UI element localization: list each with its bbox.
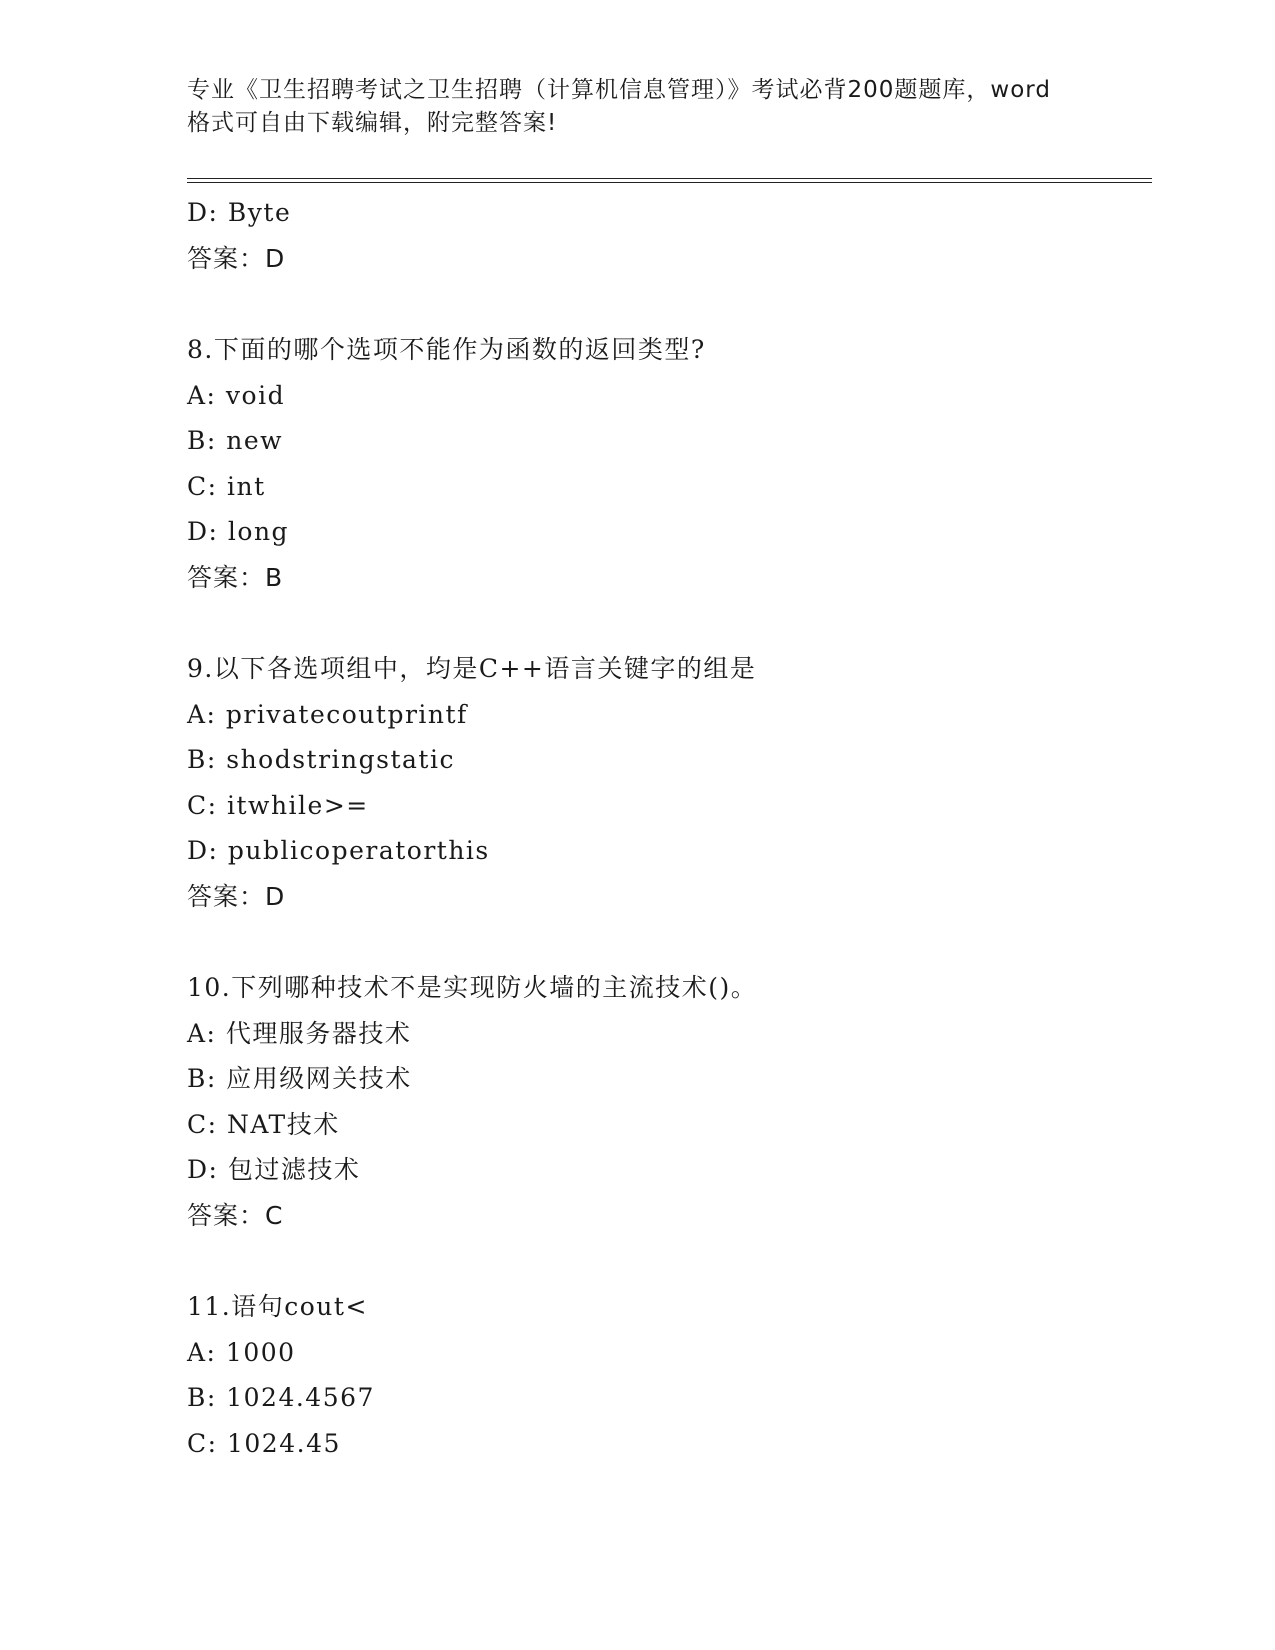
option-c: C: 1024.45 — [187, 1428, 341, 1458]
header-divider — [187, 178, 1152, 183]
option-a: A: void — [187, 380, 286, 410]
option-c: C: int — [187, 471, 266, 501]
answer-line: 答案：C — [187, 1200, 284, 1230]
question-block-8 — [187, 327, 1152, 600]
answer-line: 答案：D — [187, 243, 286, 273]
option-a: A: 1000 — [187, 1337, 296, 1367]
option-d: D: Byte — [187, 198, 292, 227]
header-title-line-2: 格式可自由下载编辑，附完整答案! — [187, 110, 558, 136]
option-b: B: 应用级网关技术 — [187, 1064, 412, 1093]
question-block-11 — [187, 1284, 1152, 1466]
option-a: A: 代理服务器技术 — [187, 1018, 412, 1048]
option-c: C: NAT技术 — [187, 1109, 340, 1139]
option-a: A: privatecoutprintf — [187, 699, 468, 729]
option-b: B: new — [187, 426, 284, 455]
option-d: D: publicoperatorthis — [187, 836, 490, 865]
question-content — [187, 190, 1152, 1466]
question-stem: 9.以下各选项组中，均是C++语言关键字的组是 — [187, 654, 757, 683]
question-stem: 11.语句cout< — [187, 1292, 368, 1321]
answer-line: 答案：B — [187, 562, 284, 592]
option-c: C: itwhile>= — [187, 790, 369, 820]
question-stem: 10.下列哪种技术不是实现防火墙的主流技术()。 — [187, 973, 758, 1002]
option-d: D: long — [187, 517, 290, 546]
header-title-line-1: 专业《卫生招聘考试之卫生招聘（计算机信息管理）》考试必背200题题库，word — [187, 77, 1051, 103]
option-b: B: 1024.4567 — [187, 1383, 375, 1412]
question-block-10 — [187, 965, 1152, 1238]
answer-line: 答案：D — [187, 881, 286, 911]
document-header — [187, 74, 1087, 140]
option-b: B: shodstringstatic — [187, 745, 455, 774]
option-d: D: 包过滤技术 — [187, 1155, 361, 1184]
question-stem: 8.下面的哪个选项不能作为函数的返回类型? — [187, 335, 706, 364]
question-block-9 — [187, 646, 1152, 919]
